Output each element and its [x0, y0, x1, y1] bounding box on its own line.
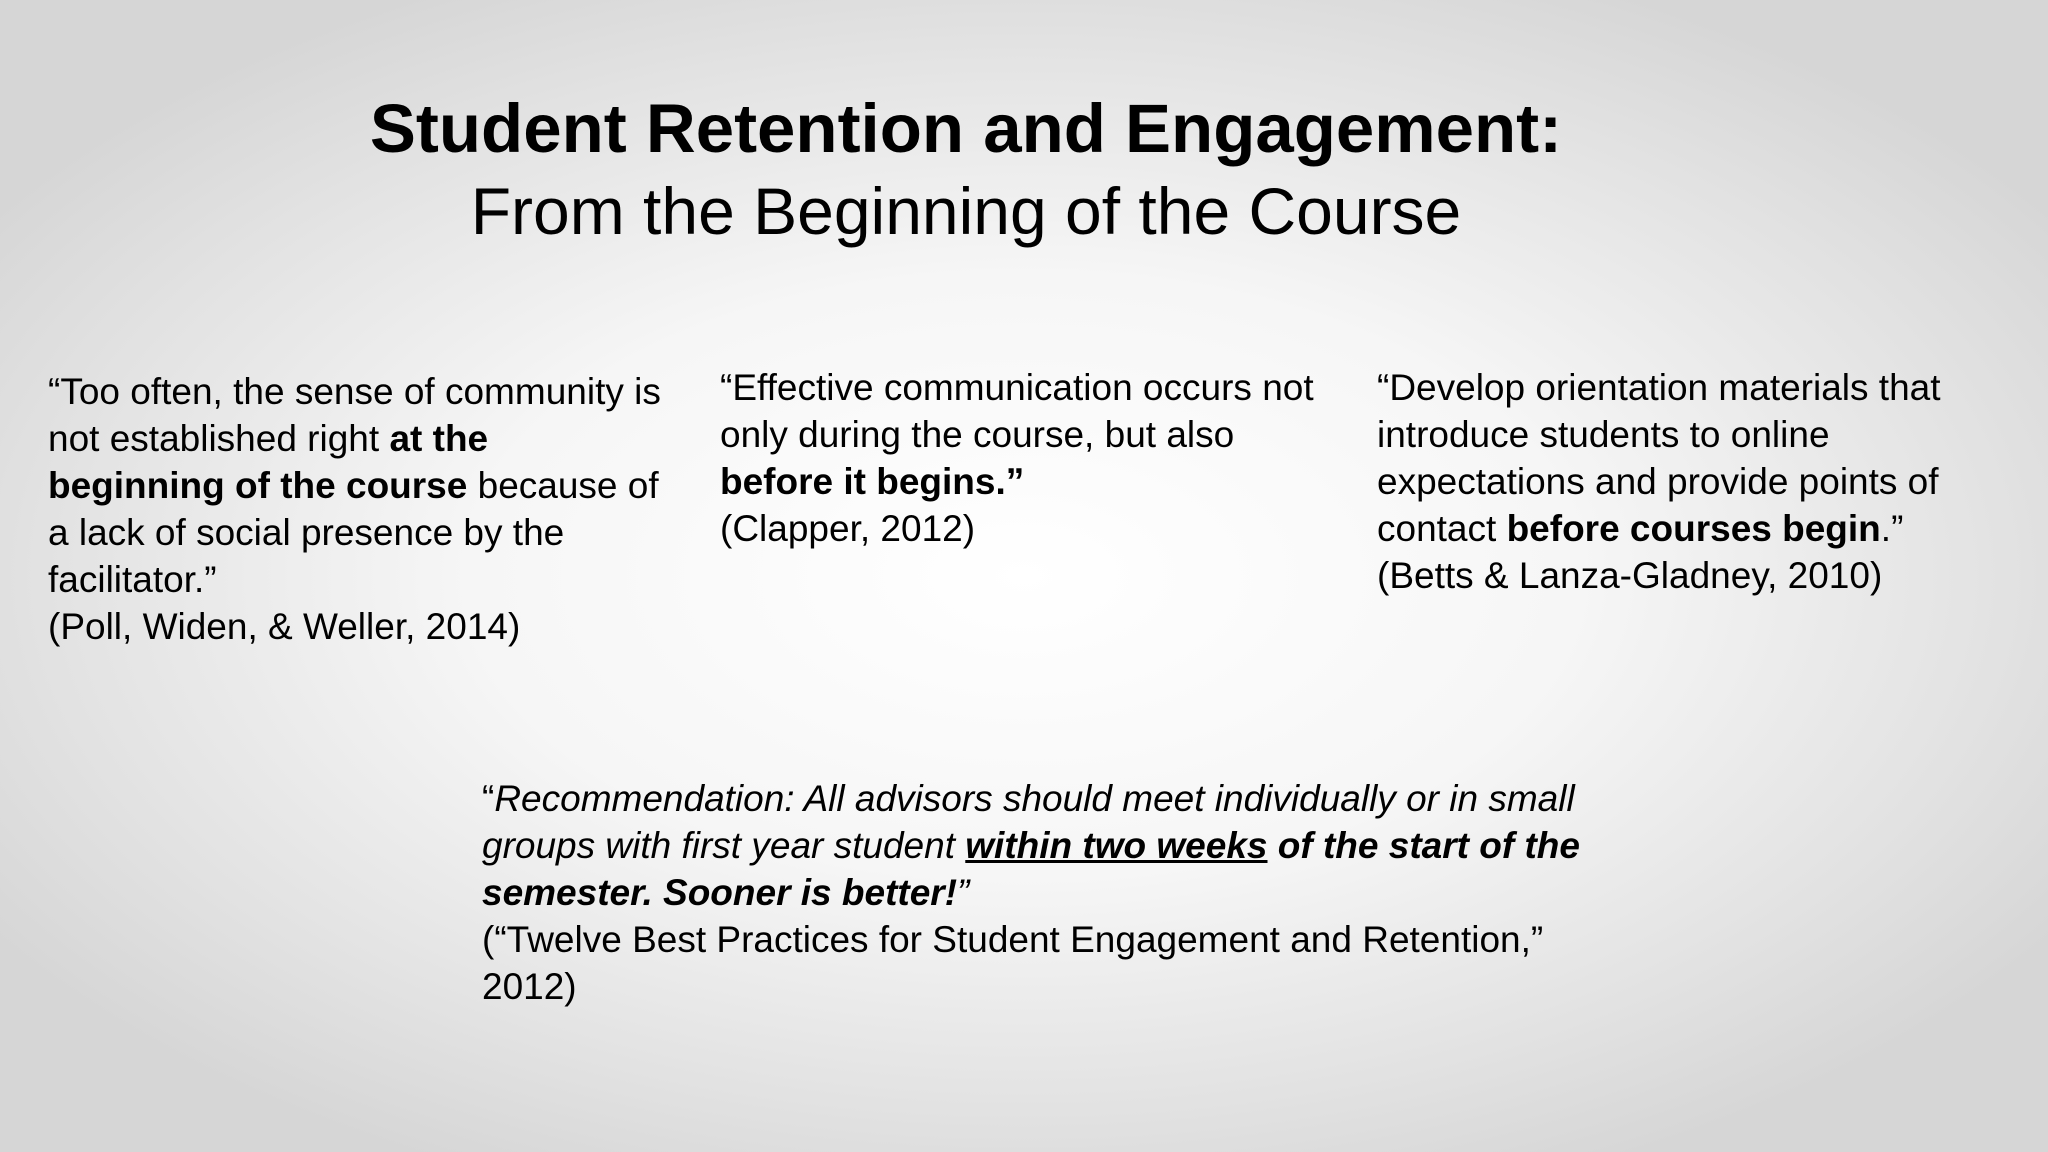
title-subtitle: From the Beginning of the Course — [470, 174, 1462, 248]
quote-open-mark: “ — [482, 778, 495, 819]
quote-text: Recommendation: All advisors should meet individually or in small groups with first year student — [482, 778, 1575, 866]
quote-emphasis: before it begins.” — [720, 461, 1025, 502]
title-main: Student Retention and Engagement: — [369, 90, 1563, 167]
quote-emphasis: of the start of the semester. Sooner is better! — [482, 825, 1580, 913]
quote-emphasis-underlined: within two weeks — [965, 825, 1268, 866]
quote-citation: (Clapper, 2012) — [720, 508, 976, 549]
quote-clapper — [720, 364, 1320, 552]
quote-text: “Develop orientation materials that introduce students to online expectations and provide points of contact — [1377, 367, 1941, 549]
quote-betts-lanza-gladney — [1377, 364, 2017, 599]
quote-citation: (Betts & Lanza-Gladney, 2010) — [1377, 555, 1883, 596]
quote-citation: (“Twelve Best Practices for Student Engagement and Retention,” 2012) — [482, 919, 1544, 1007]
slide-title — [0, 88, 1932, 252]
quote-poll-widen-weller — [48, 368, 668, 650]
quote-citation: (Poll, Widen, & Weller, 2014) — [48, 606, 521, 647]
quote-emphasis: at the beginning of the course — [48, 418, 489, 506]
quote-emphasis: before courses begin — [1506, 508, 1881, 549]
quote-close-mark: ” — [957, 872, 970, 913]
quote-text: “Effective communication occurs not only during the course, but also — [720, 367, 1314, 455]
quote-text: because of a lack of social presence by the facilitator.” — [48, 465, 659, 600]
quote-text: .” — [1880, 508, 1904, 549]
quote-text: “Too often, the sense of community is not established right — [48, 371, 661, 459]
quote-twelve-best-practices — [482, 775, 1582, 1010]
